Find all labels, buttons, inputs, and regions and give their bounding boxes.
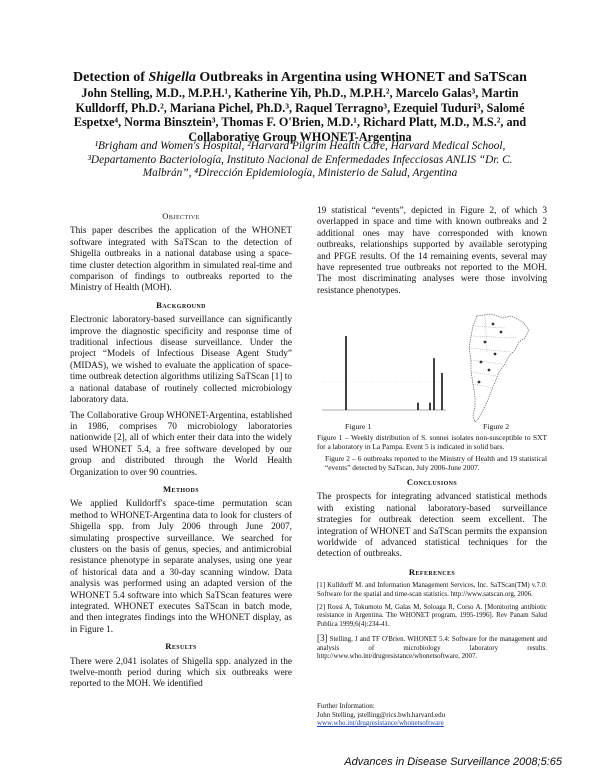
event-marker (492, 323, 495, 326)
figure-1-bar-week-27 (429, 403, 431, 410)
left-column (70, 206, 292, 695)
figure-1-bar-week-6 (345, 336, 347, 410)
figure-1-label: Figure 1 (345, 422, 372, 431)
reference-item (317, 634, 547, 661)
figure-1-chart (318, 330, 450, 422)
right-column-top (317, 206, 547, 301)
title-italic: Shigella (148, 70, 196, 85)
contact-name-email: John Stelling, jstelling@rics.bwh.harvard.edu (317, 710, 446, 719)
reference-number: [3] (317, 633, 328, 644)
figure-1-bar-week-24 (417, 403, 419, 410)
contact-heading: Further Information: (317, 702, 375, 710)
figure-1-caption: Figure 1 – Weekly distribution of S. sonnei isolates non-susceptible to SXT for a laboratory in La Pampa. Event 5 is indicated in solid bars. (317, 433, 547, 451)
reference-item: [2] Rossi A, Tokumoto M, Galas M, Soloaga R, Corso A. [Monitoring antibiotic resistance in Argentina. The WHONET program, 1995-1996]. Rev Panam Salud Publica 1999;6(4):234-41. (317, 604, 547, 628)
event-marker (494, 353, 497, 356)
argentina-outline (469, 314, 529, 422)
event-marker (480, 361, 483, 364)
author-line: Espetxe⁴, Norma Binsztein³, Thomas F. O'Brien, M.D.¹, Richard Platt, M.D., M.S.², and (73, 115, 527, 130)
event-marker (500, 331, 503, 334)
author-line: Kulldorff, Ph.D.², Mariana Pichel, Ph.D.³, Raquel Terragno³, Ezequiel Tuduri³, Salomé (75, 100, 525, 115)
reference-list (317, 582, 547, 661)
methods-heading: Methods (163, 483, 199, 494)
contact-info (317, 702, 547, 728)
title-text-rest: Outbreaks in Argentina using WHONET and SaTScan (195, 70, 527, 85)
affiliation-line: Malbrán”, ⁴Dirección Epidemiología, Ministerio de Salud, Argentina (142, 167, 458, 179)
event-marker (488, 369, 491, 372)
figure-1-bar-week-30 (441, 373, 443, 410)
title-text: Detection of (73, 70, 149, 85)
figure-2-argentina-map (445, 312, 535, 424)
journal-footer: Advances in Disease Surveillance 2008;5:65 (344, 756, 562, 768)
event-marker (478, 381, 481, 384)
author-line: Collaborative Group WHONET-Argentina (188, 129, 412, 144)
results-text-right: 19 statistical “events”, depicted in Figure 2, of which 3 overlapped in space and time with known outbreaks and 2 additional ones may have corresponded with known outbreaks, relationships supported by available serotyping and PFGE results. Of the 14 remaining events, several may have represented true outbreaks not reported to the MOH. The most discriminating analyses were those involving resistance phenotypes. (317, 206, 547, 296)
right-column-bottom (317, 472, 547, 667)
author-line: John Stelling, M.D., M.P.H.¹, Katherine Yih, Ph.D., M.P.H.², Marcelo Galas³, Martin (81, 86, 519, 100)
reference-item: [1] Kulldorff M. and Information Management Services, Inc. SaTScan(TM) v.7.0: Software for the spatial and time-scan statistics. http://www.satscan.org, 2006. (317, 582, 547, 598)
contact-link[interactable]: www.who.int/drugresistance/whonetsoftware (317, 719, 444, 727)
methods-text: We applied Kulldorff's space-time permutation scan method to WHONET-Argentina data to look for clusters of Shigella spp. from July 2006 through June 2007, simulating prospective surveillance. We searched for clusters on the basis of genus, species, and antimicrobial resistance phenotype in separate analyses, using one year of historical data and a 30-day scanning window. Data analysis was performed using an adapted version of the WHONET 5.4 software into which SaTScan features were integrated. WHONET executes SaTScan in batch mode, and then integrates findings into the WHONET display, as in Figure 1. (70, 499, 292, 635)
reference-text: Stelling, J and TF O'Brien. WHONET 5.4: Software for the management and analysis of microbiology laboratory results. http://www.who.int/drugresistance/whonetsoftware, 2007. (317, 636, 547, 661)
objective-text: This paper describes the application of the WHONET software integrated with SaTScan to the detection of Shigella outbreaks in a national database using a space-time cluster detection algorithm in simulated real-time and comparison of findings to outbreaks reported to the Ministry of Health (MOH). (70, 226, 292, 294)
results-text-left: There were 2,041 isolates of Shigella spp. analyzed in the twelve-month period during which six outbreaks were reported to the MOH. We identified (70, 656, 292, 690)
conclusions-text: The prospects for integrating advanced statistical methods with existing national laboratory-based surveillance strategies for outbreak detection seem excellent. The integration of WHONET and SaTScan permits the expansion worldwide of advanced statistical techniques for the detection of outbreaks. (317, 492, 547, 560)
event-marker (484, 341, 487, 344)
background-heading: Background (156, 299, 206, 310)
event-markers (478, 323, 503, 384)
figure-1-bar-week-28 (433, 358, 435, 410)
author-list (40, 86, 560, 144)
references-heading: References (408, 566, 456, 577)
affiliation-line: ¹Brigham and Women's Hospital, ²Harvard Pilgrim Health Care, Harvard Medical School, (94, 140, 506, 152)
objective-heading: Objective (162, 211, 200, 221)
results-heading: Results (165, 641, 197, 652)
affiliations (20, 140, 580, 181)
figure-captions (317, 433, 547, 472)
background-paragraph-1: Electronic laboratory-based surveillance can significantly improve the diagnostic specificity and response time of traditional infectious disease surveillance. Under the project “Models of Infectious Disease Agent Study” (MIDAS), we wished to evaluate the application of space-time outbreak detection algorithms utilizing SaTScan [1] to a national database of routinely collected microbiology laboratory data. (70, 315, 292, 406)
conclusions-heading: Conclusions (406, 477, 458, 487)
paper-title (40, 70, 560, 86)
figure-2-label: Figure 2 (483, 422, 510, 431)
affiliation-line: ³Departamento Bacteriología, Instituto Nacional de Enfermedades Infecciosas ANLIS “Dr. C. (87, 153, 513, 166)
background-paragraph-2: The Collaborative Group WHONET-Argentina, established in 1986, comprises 70 microbiology laboratories nationwide [2], all of which enter their data into the widely used WHONET 5.4, a free software developed by our group and distributed through the World Health Organization to over 90 countries. (70, 410, 292, 478)
figure-2-caption: Figure 2 – 6 outbreaks reported to the Ministry of Health and 19 statistical “events” detected by SaTscan, July 2006-June 2007. (325, 454, 547, 472)
province-borders (469, 316, 517, 388)
